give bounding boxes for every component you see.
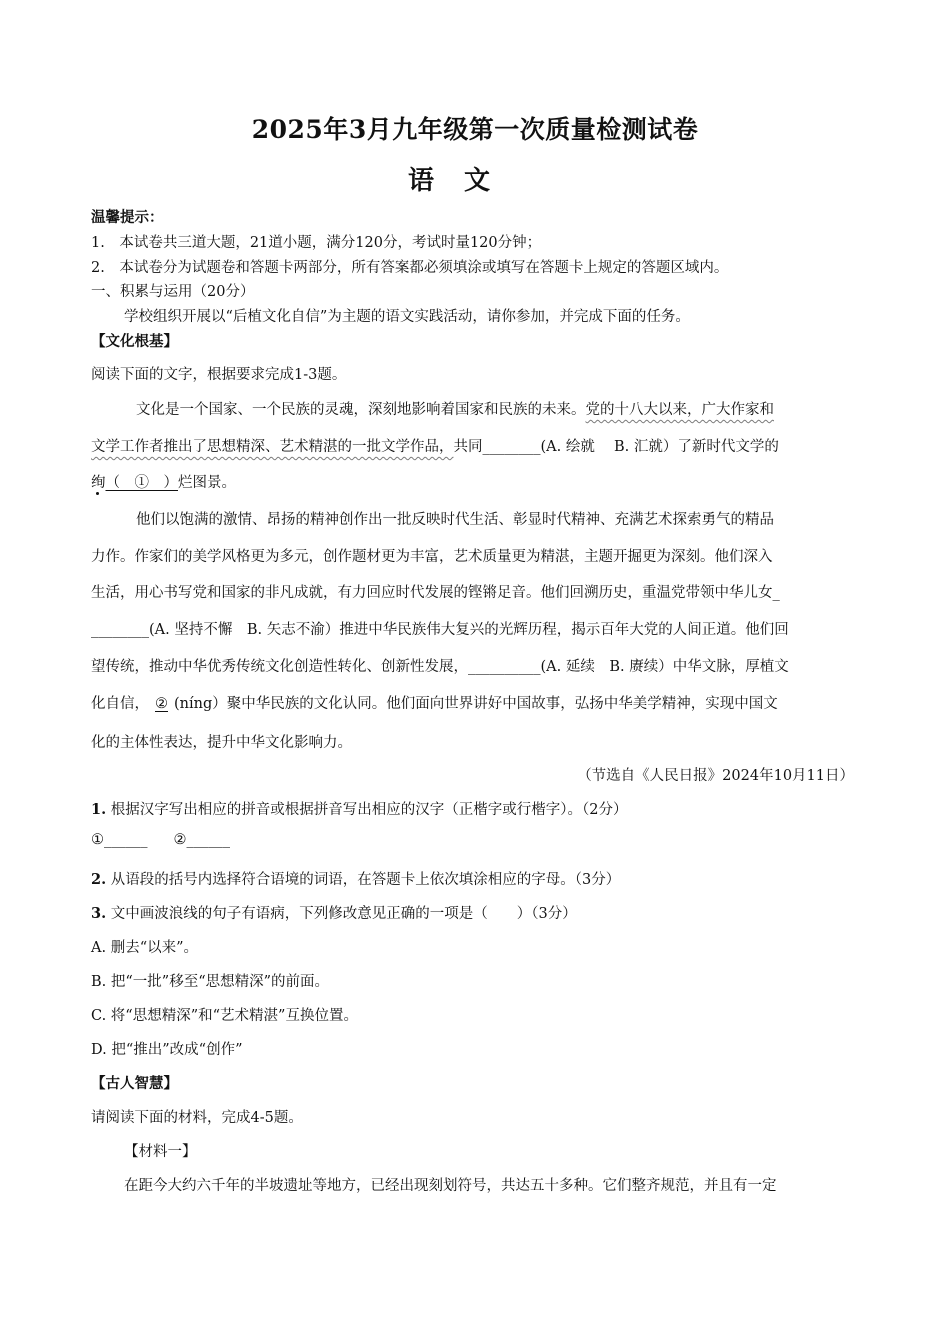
option-b: B. 把“一批”移至“思想精深”的前面。: [91, 974, 330, 990]
part-1-instruction: 阅读下面的文字，根据要求完成1-3题。: [91, 367, 347, 383]
question-1-blanks: [91, 832, 230, 848]
question-number: 3.: [91, 905, 107, 922]
question-text: 从语段的括号内选择符合语境的词语，在答题卡上依次填涂相应的字母。（3分）: [110, 872, 621, 888]
section-1-heading: 一、积累与运用（20分）: [91, 284, 255, 300]
passage-2-line-7: 化的主体性表达，提升中华文化影响力。: [91, 735, 352, 751]
passage-2-line-3: 生活，用心书写党和国家的非凡成就，有力回应时代发展的铿锵足音。他们回溯历史，重温党带领中华儿女_: [91, 585, 780, 601]
material-1-line-1: 在距今大约六千年的半坡遗址等地方，已经出现刻划符号，共达五十多种。它们整齐规范，并且有一定: [124, 1178, 777, 1194]
wavy-underlined-sentence: 文学工作者推出了思想精深、艺术精湛的一批文学作品，: [91, 439, 454, 455]
exam-title: 2025年3月九年级第一次质量检测试卷: [251, 115, 699, 144]
passage-2-line-1: 他们以饱满的激情、昂扬的精神创作出一批反映时代生活、彰显时代精神、充满艺术探索勇气的精品: [136, 512, 774, 528]
question-number: 1.: [91, 801, 107, 818]
blank-1: （ ① ）: [105, 475, 178, 491]
option-a: A. 删去“以来”。: [91, 940, 199, 956]
passage-2-line-2: 力作。作家们的美学风格更为多元，创作题材更为丰富，艺术质量更为精湛，主题开掘更为深刻。他们深入: [91, 549, 773, 565]
passage-text: (níng）聚中华民族的文化认同。他们面向世界讲好中国故事，弘扬中华美学精神，实现中国文: [174, 696, 778, 712]
tips-item-2: 2. 本试卷分为试题卷和答题卡两部分，所有答案都必须填涂或填写在答题卡上规定的答题区域内。: [91, 260, 729, 276]
part-1-heading: 【文化根基】: [91, 333, 178, 350]
passage-2-line-6: [91, 692, 861, 713]
question-3: [91, 902, 577, 923]
section-1-intro: 学校组织开展以“后植文化自信”为主题的语文实践活动，请你参加，并完成下面的任务。: [124, 309, 690, 325]
blank-2: ②: [155, 696, 168, 712]
question-text: 文中画波浪线的句子有语病，下列修改意见正确的一项是（ ）（3分）: [110, 906, 577, 922]
passage-2-line-5: 望传统，推动中华优秀传统文化创造性转化、创新性发展，__________(A. 延续 B. 赓续）中华文脉，厚植文: [91, 659, 789, 675]
wavy-underlined-sentence: 党的十八大以来，广大作家和: [585, 402, 774, 418]
source-citation: （节选自《人民日报》2024年10月11日）: [577, 768, 854, 784]
tips-item-1: 1. 本试卷共三道大题，21道小题，满分120分，考试时量120分钟；: [91, 235, 542, 251]
subject-title: 语 文: [407, 166, 492, 196]
part-2-heading: 【古人智慧】: [91, 1075, 178, 1092]
passage-text: 共同________(A. 绘就 B. 汇就）了新时代文学的: [453, 439, 779, 455]
option-c: C. 将“思想精深”和“艺术精湛”互换位置。: [91, 1008, 358, 1024]
question-2: [91, 868, 620, 889]
option-d: D. 把“推出”改成“创作”: [91, 1042, 243, 1058]
tips-heading: 温馨提示：: [91, 209, 164, 226]
answer-blank-1: ①______: [91, 832, 148, 848]
question-1: [91, 798, 627, 819]
question-text: 根据汉字写出相应的拼音或根据拼音写出相应的汉字（正楷字或行楷字）。（2分）: [110, 802, 628, 818]
passage-text: 化自信，: [91, 696, 149, 712]
passage-1-line-1: [136, 398, 861, 419]
material-1-heading: 【材料一】: [124, 1144, 197, 1160]
passage-2-line-4: ________(A. 坚持不懈 B. 矢志不渝）推进中华民族伟大复兴的光辉历程，揭示百年大党的人间正道。他们回: [91, 622, 789, 638]
question-number: 2.: [91, 871, 107, 888]
passage-text: 文化是一个国家、一个民族的灵魂，深刻地影响着国家和民族的未来。: [136, 402, 586, 418]
passage-text: 烂图景。: [178, 475, 236, 491]
passage-1-line-2: [91, 435, 861, 456]
emphasis-dotted-char: 绚: [91, 475, 106, 491]
answer-blank-2: ②______: [173, 832, 230, 848]
passage-1-line-3: [91, 471, 861, 492]
part-2-instruction: 请阅读下面的材料，完成4-5题。: [91, 1110, 303, 1126]
